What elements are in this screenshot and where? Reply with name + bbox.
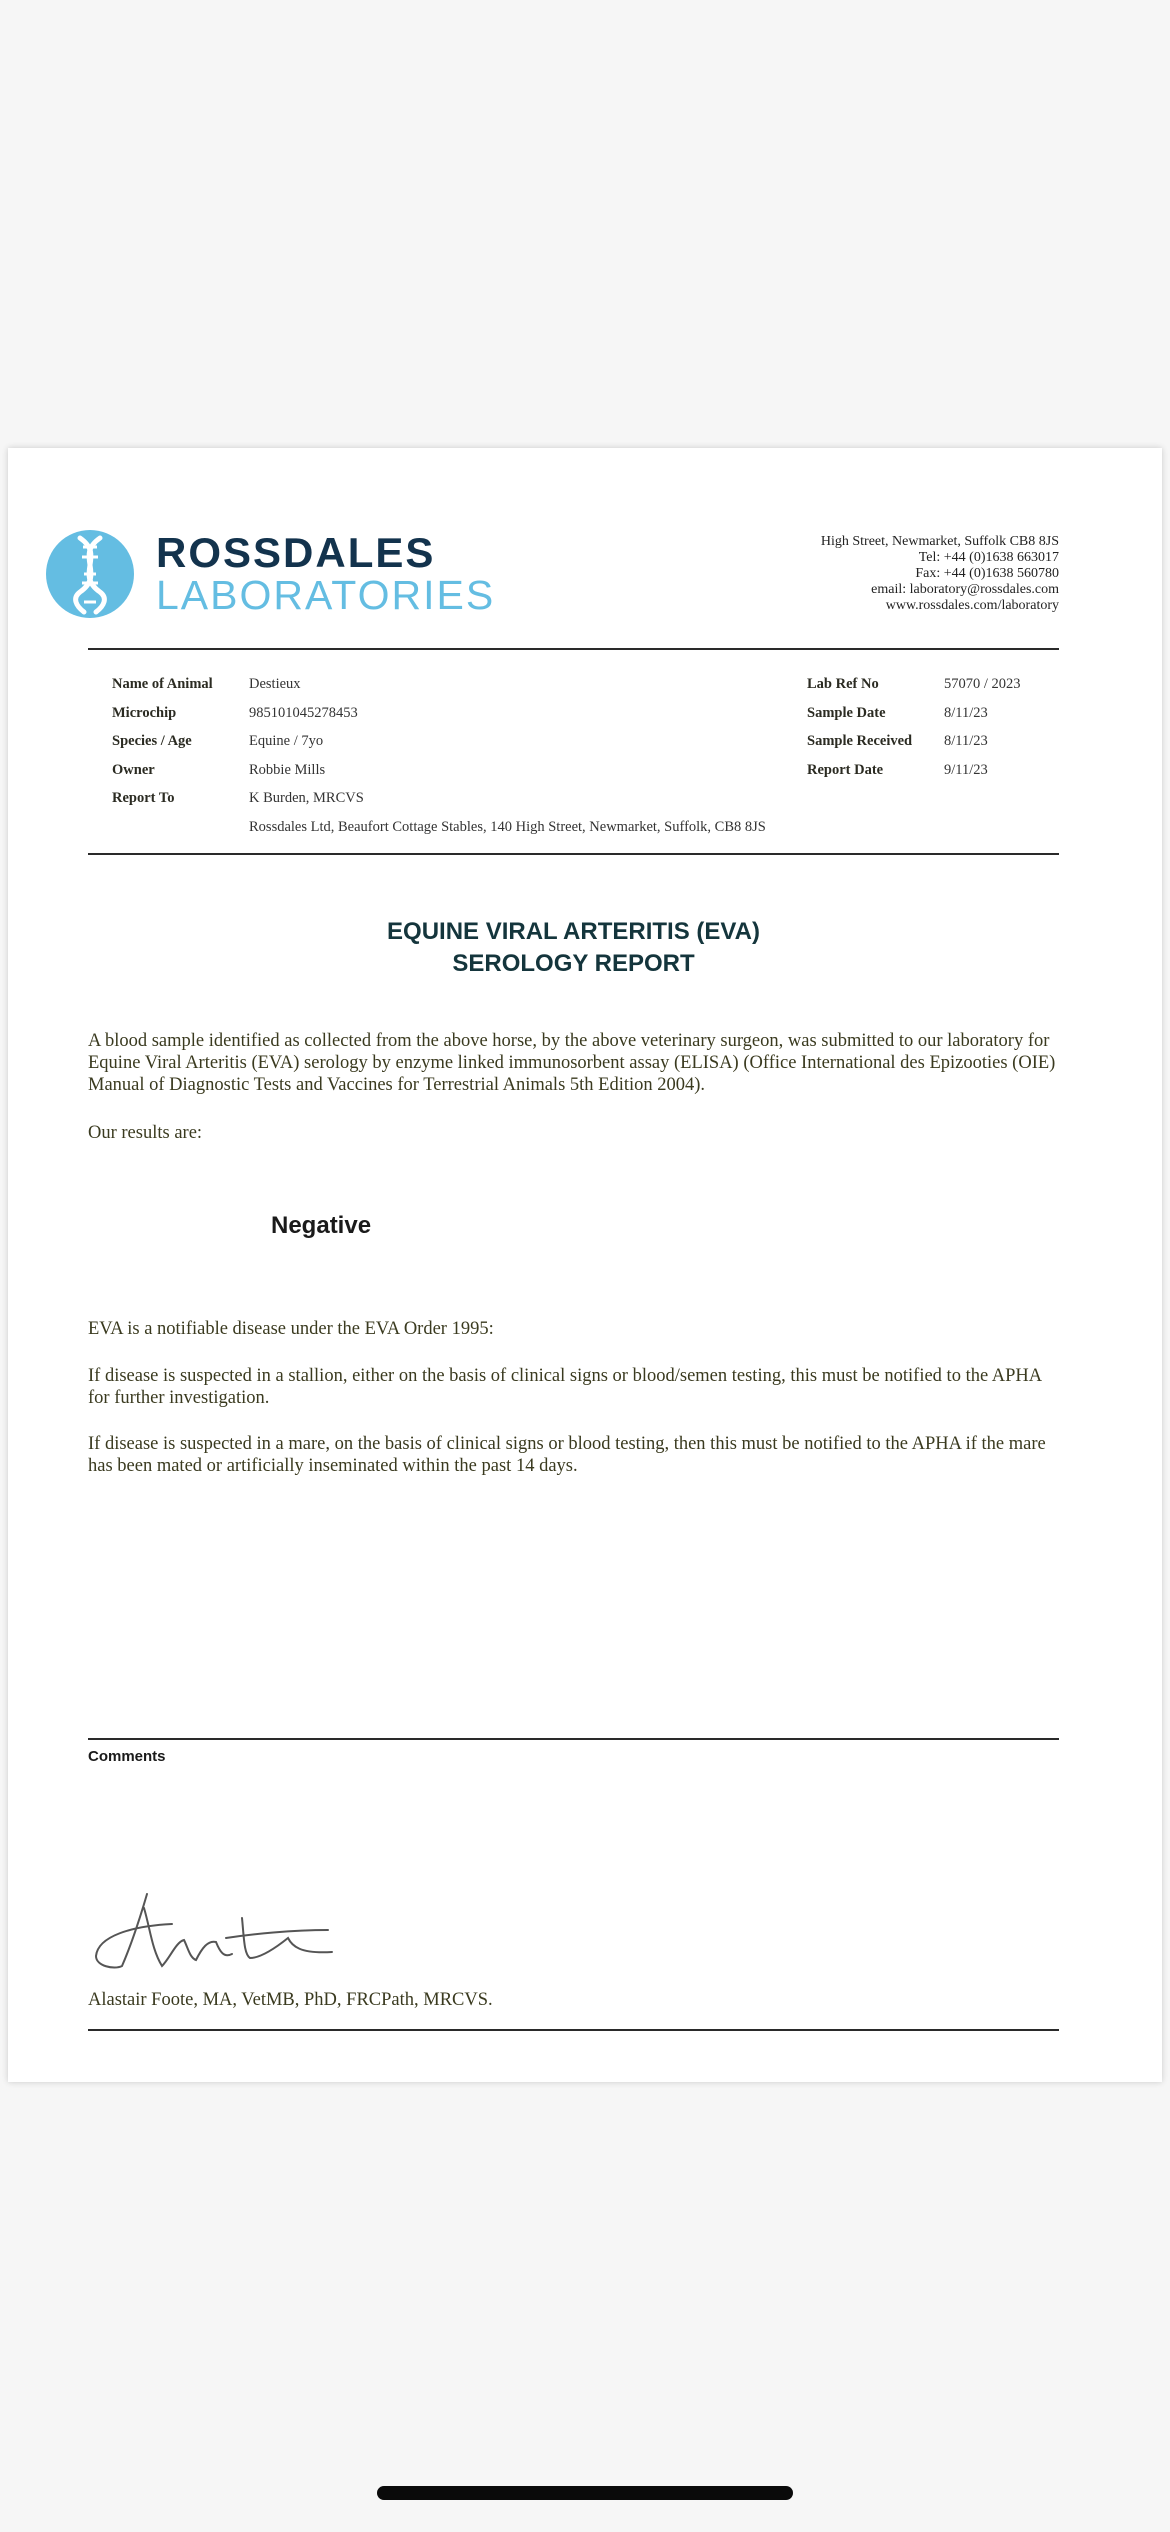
sample-date-label: Sample Date	[807, 704, 886, 721]
signature	[92, 1888, 342, 1978]
report-to-address: Rossdales Ltd, Beaufort Cottage Stables, 140 High Street, Newmarket, Suffolk, CB8 8JS	[249, 818, 766, 835]
results-intro: Our results are:	[88, 1123, 203, 1143]
notifiable-paragraph: EVA is a notifiable disease under the EVA Order 1995:	[88, 1319, 494, 1339]
lab-address	[821, 534, 1059, 614]
title-line2: SEROLOGY REPORT	[452, 950, 695, 977]
lab-ref-value: 57070 / 2023	[944, 676, 1021, 692]
test-result: Negative	[271, 1212, 372, 1239]
logo-line2: LABORATORIES	[156, 572, 496, 618]
lab-ref-label: Lab Ref No	[807, 676, 879, 692]
header-divider	[88, 648, 1059, 650]
address-line: Tel: +44 (0)1638 663017	[918, 550, 1059, 565]
microchip-value: 985101045278453	[249, 704, 358, 721]
owner-label: Owner	[112, 761, 155, 778]
address-line: email: laboratory@rossdales.com	[871, 582, 1059, 597]
address-line: www.rossdales.com/laboratory	[885, 598, 1059, 613]
address-line: Fax: +44 (0)1638 560780	[915, 566, 1059, 581]
comments-divider	[88, 1738, 1059, 1740]
sample-received-label: Sample Received	[807, 733, 913, 749]
species-label: Species / Age	[112, 733, 192, 749]
microchip-label: Microchip	[112, 704, 177, 721]
report-title	[88, 916, 1059, 980]
owner-value: Robbie Mills	[249, 761, 326, 778]
name-label: Name of Animal	[112, 676, 213, 692]
stallion-paragraph: If disease is suspected in a stallion, either on the basis of clinical signs or blood/semen testing, this must be notified to the APHA for further investigation.	[88, 1366, 1042, 1408]
address-line: High Street, Newmarket, Suffolk CB8 8JS	[820, 534, 1059, 549]
species-value: Equine / 7yo	[249, 733, 324, 749]
sample-date-value: 8/11/23	[944, 704, 988, 721]
details-divider	[88, 853, 1059, 855]
logo-line1: ROSSDALES	[156, 529, 436, 576]
sample-received-value: 8/11/23	[944, 733, 988, 749]
title-line1: EQUINE VIRAL ARTERITIS (EVA)	[387, 918, 760, 945]
intro-paragraph: A blood sample identified as collected from the above horse, by the above veterinary surgeon, was submitted to our laboratory for Equine Viral Arteritis (EVA) serology by enzyme linked immunosorbent assay (ELISA) (Office International des Epizooties (OIE) Manual of Diagnostic Tests and Vaccines for Terrestrial Animals 5th Edition 2004).	[88, 1031, 1056, 1095]
home-indicator[interactable]	[377, 2486, 793, 2500]
signer-name: Alastair Foote, MA, VetMB, PhD, FRCPath, MRCVS.	[88, 1990, 493, 2010]
report-page	[8, 448, 1162, 2082]
comments-label: Comments	[88, 1748, 166, 1765]
report-to-label: Report To	[112, 790, 175, 806]
report-date-label: Report Date	[807, 761, 884, 778]
mare-paragraph: If disease is suspected in a mare, on the basis of clinical signs or blood testing, then this must be notified to the APHA if the mare has been mated or artificially inseminated within the past 14 days.	[88, 1434, 1046, 1476]
report-date-value: 9/11/23	[944, 761, 988, 778]
report-to-value: K Burden, MRCVS	[249, 790, 364, 806]
footer-divider	[88, 2029, 1059, 2031]
animal-name: Destieux	[249, 676, 301, 692]
